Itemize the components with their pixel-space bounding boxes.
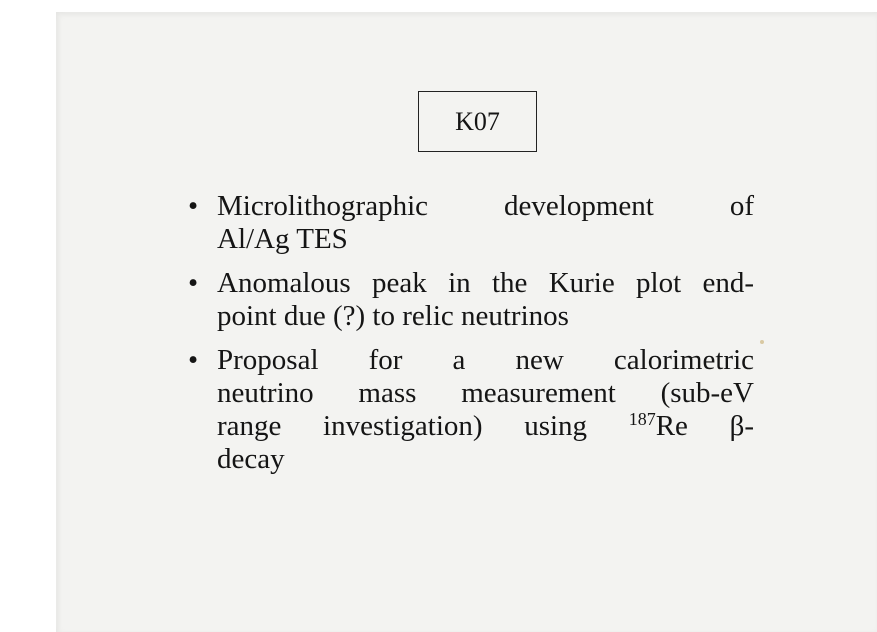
bullet-item-2 (186, 267, 754, 333)
isotope-text: Re β- (655, 410, 755, 442)
bullet-list (186, 190, 754, 487)
bullet-3-line-3 (217, 410, 754, 443)
bullet-item-3 (186, 344, 754, 476)
bullet-1-line-2: Al/Ag TES (217, 223, 348, 255)
bullet-1-line-1: Microlithographic development of (217, 190, 754, 222)
bullet-dot-icon: • (188, 344, 199, 376)
paper-speck (760, 340, 764, 344)
slide-label-box (418, 91, 537, 152)
isotope-mass-number: 187 (628, 409, 656, 429)
bullet-2-line-2: point due (?) to relic neutrinos (217, 300, 569, 332)
bullet-2-line-1: Anomalous peak in the Kurie plot end- (217, 267, 754, 299)
bullet-3-line-1: Proposal for a new calorimetric (217, 344, 754, 376)
bullet-item-1 (186, 190, 754, 256)
bullet-3-line-4: decay (217, 443, 285, 475)
bullet-dot-icon: • (188, 267, 199, 299)
bullet-3-line-3-text: range investigation) using (217, 410, 588, 442)
bullet-3-line-2: neutrino mass measurement (sub-eV (217, 377, 754, 409)
slide-label: K07 (455, 106, 500, 136)
bullet-dot-icon: • (188, 190, 199, 222)
